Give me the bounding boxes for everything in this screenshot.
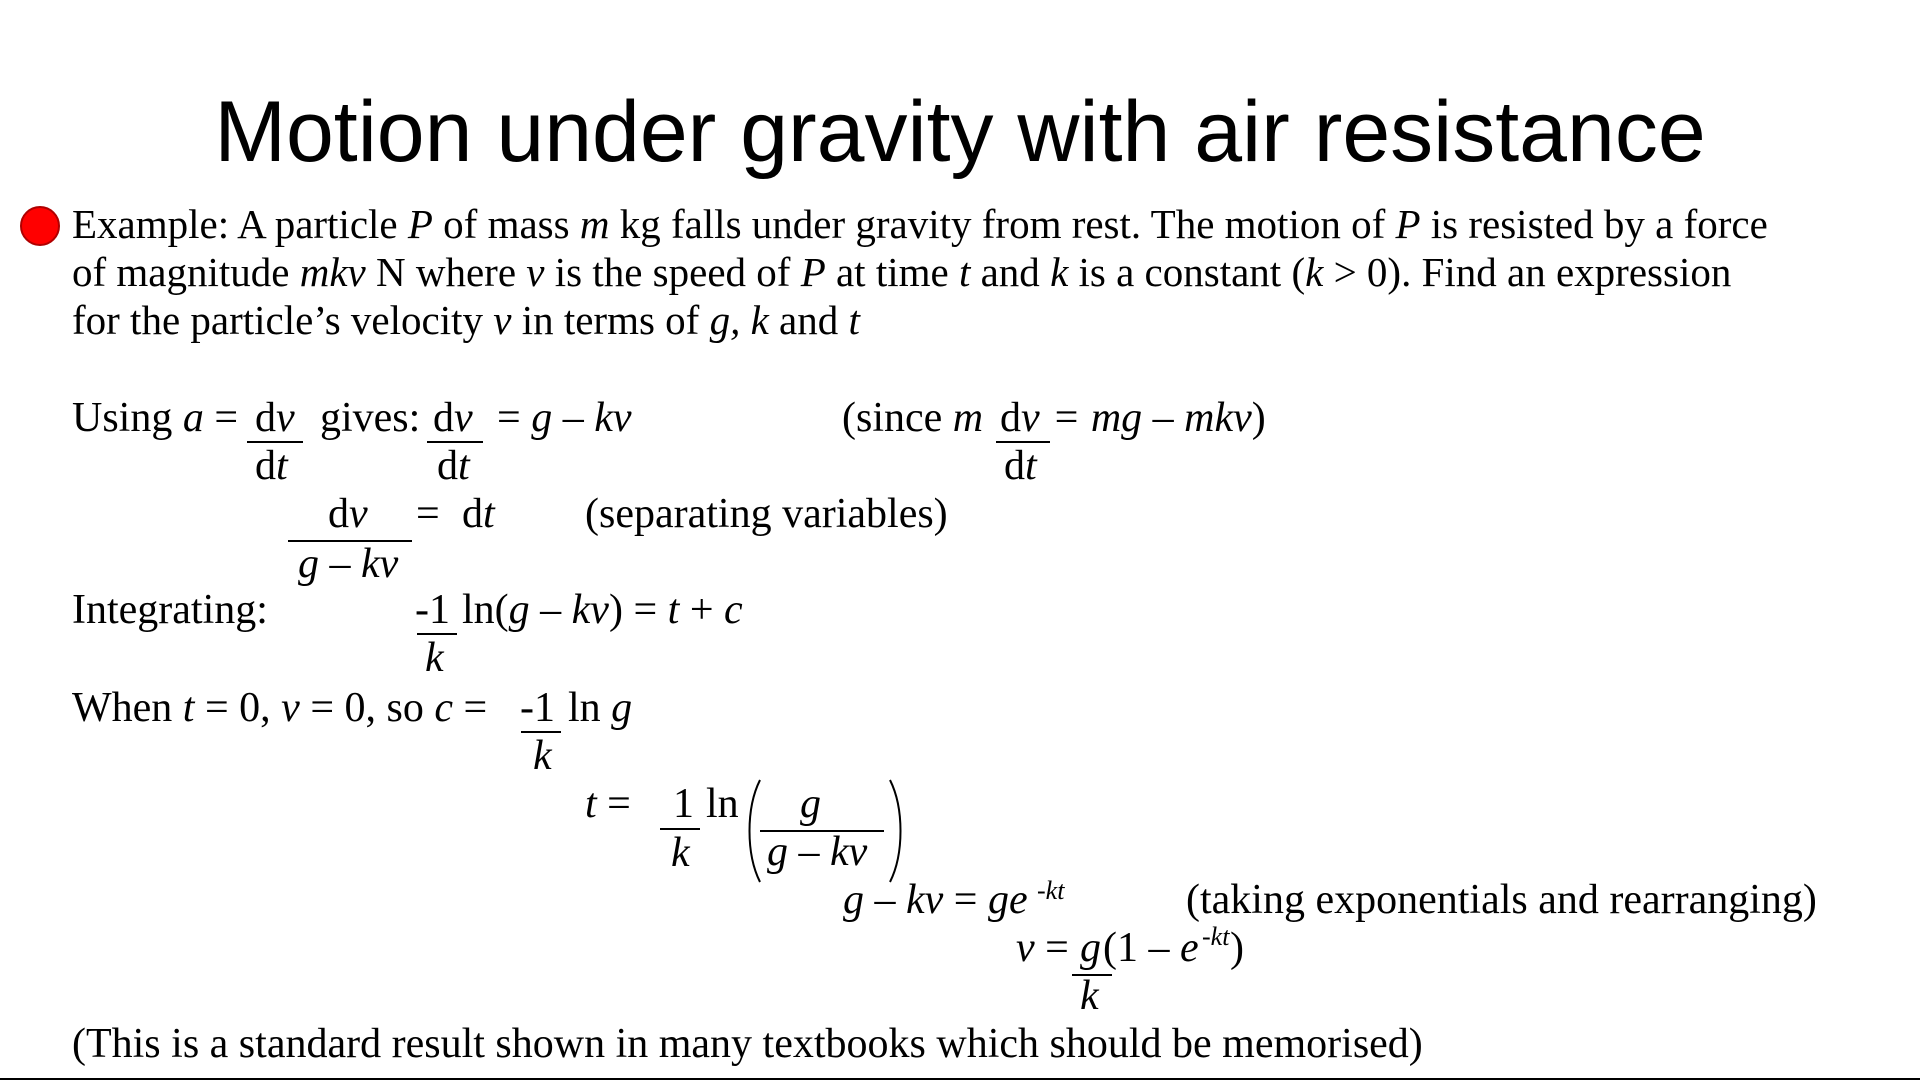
step3-frac-num: -1 [415, 587, 450, 633]
step7-frac-num: g [1080, 925, 1101, 971]
step2-rhs: dt [462, 491, 495, 537]
step7-paren-expr: (1 – e [1103, 925, 1199, 971]
step1-frac1-num: dv [255, 395, 295, 441]
step2-note: (separating variables) [585, 491, 948, 537]
step2-eq: = [416, 491, 440, 537]
bullet-icon [20, 206, 60, 246]
step5-ln: ln [706, 781, 739, 827]
example-line-2: of magnitude mkv N where v is the speed of P at time t and k is a constant (k > 0). Find an expression [72, 249, 1732, 295]
step2-den: g – kv [298, 541, 399, 587]
step7-exponent: -kt [1202, 922, 1230, 951]
step3-expr: ln(g – kv) = t + c [462, 587, 743, 633]
step1-since-frac-num: dv [1000, 395, 1040, 441]
step7-v: v = [1016, 925, 1069, 971]
footer-note: (This is a standard result shown in many textbooks which should be memorised) [72, 1021, 1423, 1067]
step7-frac-den: k [1080, 973, 1099, 1019]
step1-since: (since m [842, 395, 984, 441]
step1-using: Using a = [72, 395, 239, 441]
step1-gives: gives: [320, 395, 421, 441]
step1-rhs: = g – kv [497, 395, 632, 441]
step1-frac2-den: dt [437, 443, 470, 489]
step5-inner-num: g [800, 781, 821, 827]
step7-close: ) [1230, 925, 1244, 971]
step1-frac2-num: dv [433, 395, 473, 441]
step1-frac1-den: dt [255, 443, 288, 489]
step5-inner-den: g – kv [767, 829, 868, 875]
step6-exponent: -kt [1037, 876, 1065, 905]
step6-note: (taking exponentials and rearranging) [1186, 877, 1817, 923]
step4-ln-g: ln g [568, 685, 633, 731]
slide-title: Motion under gravity with air resistance [214, 84, 1706, 180]
step6-equation: g – kv = ge [843, 877, 1028, 923]
step5-right-paren [886, 778, 906, 884]
step5-t: t = [585, 781, 631, 827]
step4-when: When t = 0, v = 0, so c = [72, 685, 488, 731]
step4-frac-num: -1 [520, 685, 555, 731]
step5-frac-num: 1 [673, 781, 694, 827]
step1-since-frac-den: dt [1004, 443, 1037, 489]
step1-since-rhs: = mg – mkv) [1052, 395, 1266, 441]
step3-label: Integrating: [72, 587, 268, 633]
step3-frac-den: k [425, 635, 444, 681]
example-line-1: Example: A particle P of mass m kg falls under gravity from rest. The motion of P is resisted by a force [72, 201, 1768, 247]
step4-frac-den: k [533, 733, 552, 779]
step2-num: dv [328, 491, 368, 537]
example-line-3: for the particle’s velocity v in terms of g, k and t [72, 297, 860, 343]
step5-frac-den: k [671, 830, 690, 876]
